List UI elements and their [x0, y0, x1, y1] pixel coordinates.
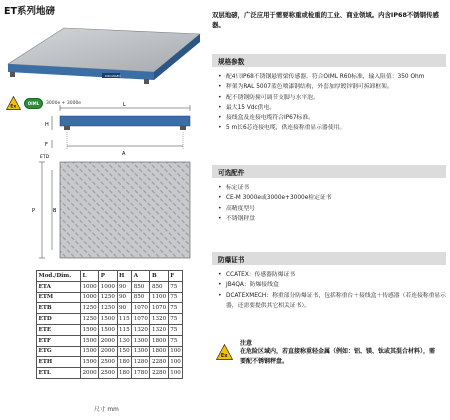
- dimension-cell: 75: [168, 303, 183, 314]
- dimension-cell: 100: [168, 368, 183, 379]
- table-row: [37, 324, 183, 335]
- section-title-certs: 防爆证书: [212, 252, 446, 265]
- col-header: Mod./Dim.: [37, 271, 81, 282]
- note-title: 注意: [240, 340, 253, 347]
- dimension-cell: 115: [117, 324, 132, 335]
- side-view-drawing: [40, 102, 210, 162]
- dimension-cell: 2000: [99, 335, 117, 346]
- list-item: • JB4QA：防爆接线盒: [218, 280, 446, 290]
- options-list: [218, 183, 446, 224]
- dimension-cell: 1500: [81, 357, 99, 368]
- dimension-cell: 1320: [150, 314, 168, 325]
- platform-scale-image: [4, 22, 206, 94]
- oiml-badge: OIML: [24, 98, 43, 109]
- model-cell: ETL: [37, 368, 81, 379]
- note-body: 在危险区域内，若直接称重轻金属（例如：铝、镁、钛或其混合材料），需要配不锈钢秤盘。: [240, 348, 436, 365]
- table-row: [37, 335, 183, 346]
- dim-label-P: P: [32, 208, 36, 214]
- dimension-cell: 1780: [132, 368, 150, 379]
- table-row: [37, 368, 183, 379]
- table-row: [37, 346, 183, 357]
- dimension-cell: 1000: [99, 281, 117, 292]
- section-title-options: 可选配件: [212, 165, 446, 178]
- dimension-cell: 130: [117, 335, 132, 346]
- dimension-cell: 1250: [81, 303, 99, 314]
- dimension-cell: 75: [168, 335, 183, 346]
- col-header: A: [132, 271, 150, 282]
- dimension-cell: 75: [168, 292, 183, 303]
- dim-label-L: L: [123, 102, 126, 108]
- list-item: • 不锈钢秤盘: [218, 214, 446, 224]
- dimension-cell: 1500: [81, 324, 99, 335]
- col-header: L: [81, 271, 99, 282]
- dimension-cell: 1500: [81, 335, 99, 346]
- list-item: • 5 m长6芯连接电缆，供连接称重显示器使用。: [218, 123, 446, 133]
- dimension-cell: 180: [117, 357, 132, 368]
- table-row: [37, 357, 183, 368]
- dimension-cell: 90: [117, 303, 132, 314]
- dimension-cell: 2000: [99, 346, 117, 357]
- dimension-cell: 1300: [132, 346, 150, 357]
- model-cell: ETH: [37, 357, 81, 368]
- list-item: • 最大15 Vdc供电。: [218, 103, 446, 113]
- dimension-cell: 850: [132, 281, 150, 292]
- dim-label-F: F: [45, 142, 48, 148]
- dimension-cell: 75: [168, 314, 183, 325]
- table-row: [37, 281, 183, 292]
- list-item: • CCATEX：传感器防爆证书: [218, 270, 446, 280]
- dimension-cell: 1320: [132, 324, 150, 335]
- dimension-table: [36, 270, 183, 379]
- col-header: F: [168, 271, 183, 282]
- dimension-cell: 1100: [150, 292, 168, 303]
- dimension-cell: 1000: [81, 292, 99, 303]
- dimension-cell: 2000: [81, 368, 99, 379]
- list-item: • 配4只IP68不锈钢悬臂梁传感器，符合OIML R60标准，输入阻值：350 Ohm: [218, 72, 446, 82]
- list-item: • CE-M 3000e或3000e+3000e检定证书: [218, 193, 446, 203]
- col-header: H: [117, 271, 132, 282]
- table-row: [37, 303, 183, 314]
- dimension-cell: 75: [168, 281, 183, 292]
- dimension-cell: 1250: [99, 292, 117, 303]
- dim-label-H: H: [45, 122, 49, 128]
- col-header: P: [99, 271, 117, 282]
- dim-label-B: B: [53, 208, 57, 214]
- list-item: • 配不锈钢防撞可调节支脚与水平泡。: [218, 93, 446, 103]
- dimension-cell: 1500: [99, 314, 117, 325]
- dimension-cell: 150: [117, 346, 132, 357]
- page-title: ET系列地磅: [4, 6, 55, 17]
- dimension-cell: 100: [168, 346, 183, 357]
- dimension-cell: 1800: [150, 346, 168, 357]
- dimension-cell: 100: [168, 357, 183, 368]
- svg-text:DINI ARGEO: DINI ARGEO: [105, 75, 121, 78]
- certs-list: [218, 270, 446, 311]
- top-view-drawing: [30, 158, 206, 262]
- list-item: • 接线盒及连接电缆符合IP67标准。: [218, 113, 446, 123]
- dimension-cell: 850: [132, 292, 150, 303]
- section-title-spec: 规格参数: [212, 54, 446, 67]
- product-intro: 双层地磅，广泛应用于需要称重或检重的工业、商业领域。内含IP68不锈钢传感器。: [212, 11, 439, 29]
- list-item: • 标定证书: [218, 183, 446, 193]
- model-cell: ETG: [37, 346, 81, 357]
- model-cell: ETB: [37, 303, 81, 314]
- oiml-cert-text: 3000e + 3000e: [46, 100, 82, 106]
- dimension-cell: 1500: [99, 324, 117, 335]
- unit-note: 尺寸 mm: [94, 407, 119, 413]
- model-cell: ETF: [37, 335, 81, 346]
- model-cell: ETD: [37, 314, 81, 325]
- atex-ex-icon: [216, 344, 233, 360]
- table-header-row: [37, 271, 183, 282]
- dimension-cell: 2500: [99, 368, 117, 379]
- dimension-cell: 75: [168, 324, 183, 335]
- model-cell: ETM: [37, 292, 81, 303]
- dimension-cell: 1070: [132, 303, 150, 314]
- dimension-cell: 2280: [150, 357, 168, 368]
- atex-ex-icon: [6, 96, 21, 110]
- list-item: • 秤架为RAL 5007蓝色喷漆钢结构，外套加厚镀锌钢可拆卸框架。: [218, 82, 446, 92]
- col-header: B: [150, 271, 168, 282]
- dimension-cell: 1000: [81, 281, 99, 292]
- dimension-cell: 115: [117, 314, 132, 325]
- dimension-cell: 2280: [150, 368, 168, 379]
- dimension-cell: 2500: [99, 357, 117, 368]
- svg-text:Ex: Ex: [220, 353, 228, 360]
- dimension-cell: 1070: [132, 314, 150, 325]
- dimension-cell: 1800: [150, 335, 168, 346]
- dimension-cell: 90: [117, 281, 132, 292]
- svg-text:Ex: Ex: [10, 104, 17, 110]
- table-row: [37, 314, 183, 325]
- dim-label-ETD: ETD: [40, 155, 50, 160]
- dimension-cell: 1500: [81, 346, 99, 357]
- spec-list: [218, 72, 446, 134]
- table-row: [37, 292, 183, 303]
- list-item: • DCATEXMECH：称重部分防爆证书，包括称重台＋接线盒＋传感器（若连接称重显示器，还需要提供其它相关证书）。: [218, 291, 446, 312]
- dimension-cell: 1280: [132, 357, 150, 368]
- dimension-cell: 1070: [150, 303, 168, 314]
- dimension-cell: 90: [117, 292, 132, 303]
- hazard-note: [216, 338, 446, 384]
- dimension-cell: 1320: [150, 324, 168, 335]
- dimension-cell: 1300: [132, 335, 150, 346]
- dim-label-A: A: [122, 151, 126, 157]
- dimension-cell: 1250: [81, 314, 99, 325]
- dimension-cell: 1250: [99, 303, 117, 314]
- dimension-table-body: [37, 281, 183, 378]
- dimension-cell: 180: [117, 368, 132, 379]
- model-cell: ETE: [37, 324, 81, 335]
- list-item: • 高精度型号: [218, 204, 446, 214]
- dimension-cell: 850: [150, 281, 168, 292]
- model-cell: ETA: [37, 281, 81, 292]
